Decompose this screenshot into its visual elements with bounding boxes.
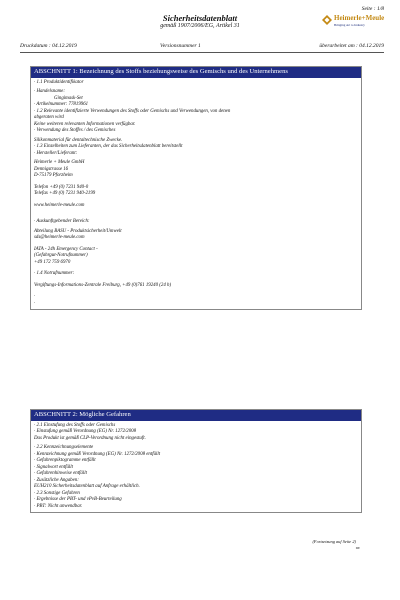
text-line: IATA - 24h Emergency Contact -: [34, 246, 98, 252]
text-line: EUH210 Sicherheitsdatenblatt auf Anfrage erhältlich.: [34, 484, 140, 490]
text-line: · Kennzeichnung gemäß Verordnung (EG) Nr. 1272/2008 entfällt: [34, 451, 161, 457]
company-website: www.heimerle-meule.com: [34, 202, 85, 208]
continuation-note: (Fortsetzung auf Seite 2): [312, 539, 356, 544]
text-line: · 2.1 Einstufung des Stoffs oder Gemischs: [34, 422, 116, 428]
company-city: D-75179 Pforzheim: [34, 173, 73, 179]
poison-center: Vergiftungs-Informations-Zentrale Freiburg, +49 (0)761 19240 (24 h): [34, 282, 172, 288]
text-line: · PBT: Nicht anwendbar.: [34, 503, 83, 509]
section-1: [30, 66, 362, 310]
text-line: · 1.3 Einzelheiten zum Lieferanten, der das Sicherheitsdatenblatt bereitstellt: [34, 144, 183, 150]
print-date: Druckdatum : 04.12.2019: [20, 43, 77, 49]
text-line: · Gefahrenhinweise entfällt: [34, 471, 87, 477]
document-title: Sicherheitsdatenblatt: [162, 13, 238, 23]
text-line: · Gefahrenpiktogramme entfällt: [34, 458, 96, 464]
text-line: · 1.1 Produktidentifikator: [34, 79, 84, 85]
text-line: · 1.4 Notrufnummer:: [34, 271, 75, 277]
text-line: (Gefahrgut-Notrufnummer): [34, 253, 88, 259]
text-line: ·: [34, 294, 36, 300]
text-line: · Verwendung des Stoffes / des Gemisches: [34, 128, 116, 134]
logo-emblem-icon: [322, 15, 332, 25]
text-line: · Signalwort entfällt: [34, 464, 73, 470]
text-line: Keine weiteren relevanten Informationen verfügbar.: [34, 121, 136, 127]
text-line: · Zusätzliche Angaben:: [34, 477, 79, 483]
text-line: · Hersteller/Lieferant:: [34, 150, 78, 156]
text-line: · 1.2 Relevante identifizierte Verwendungen des Stoffs oder Gemischs und Verwendungen, von denen: [34, 108, 231, 114]
article-number: · Artikelnummer: 77819961: [34, 102, 89, 108]
section-2-heading: ABSCHNITT 2: Mögliche Gefahren: [31, 410, 361, 421]
trade-name: Gingimask-Set: [54, 95, 83, 101]
department: Abteilung BASU - Produktsicherheit/Umwelt: [34, 228, 122, 234]
document-subtitle: gemäß 1907/2006/EG, Artikel 31: [160, 23, 240, 29]
logo-tagline: Bringing Art to Industry: [334, 23, 365, 27]
page-number: Seite : 1/8: [361, 6, 384, 12]
section-1-heading: ABSCHNITT 1: Bezeichnung des Stoffs beziehungsweise des Gemischs und des Unternehmens: [31, 67, 361, 78]
text-line: · Einstufung gemäß Verordnung (EG) Nr. 1272/2008: [34, 429, 137, 435]
language-code: DE: [355, 546, 360, 550]
header-divider: [20, 52, 384, 53]
logo-text: Heimerle+Meule: [334, 14, 385, 22]
department-email: sds@heimerle-meule.com: [34, 235, 85, 241]
text-line: · Auskunftgebender Bereich:: [34, 219, 90, 225]
text-line: · 2.2 Kennzeichnungselemente: [34, 445, 94, 451]
revision-date: überarbeitet am : 04.12.2019: [319, 43, 384, 49]
company-phone: Telefon +49 (0) 7231 940-0: [34, 184, 89, 190]
company-street: Dennigstrasse 16: [34, 166, 69, 172]
company-fax: Telefax +49 (0) 7231 940-2199: [34, 191, 96, 197]
text-line: Das Produkt ist gemäß CLP-Verordnung nicht eingestuft.: [34, 435, 146, 441]
company-logo: [322, 13, 386, 33]
text-line: abgeraten wird: [34, 115, 64, 121]
text-line: ·: [34, 300, 36, 306]
section-2: [30, 409, 362, 513]
version-number: Versionsnummer 1: [160, 43, 201, 49]
emergency-phone: +49 172 759 6970: [34, 259, 71, 265]
text-line: · 2.3 Sonstige Gefahren: [34, 490, 80, 496]
text-line: Silikonmaterial für dentaltechnische Zwecke.: [34, 137, 123, 143]
document-meta: [20, 43, 384, 51]
text-line: · Ergebnisse der PBT- und vPvB-Beurteilung: [34, 497, 122, 503]
company-name: Heimerle + Meule GmbH: [34, 160, 85, 166]
text-line: · Handelsname:: [34, 89, 65, 95]
section-1-body: [31, 78, 361, 310]
section-2-body: [31, 421, 361, 513]
